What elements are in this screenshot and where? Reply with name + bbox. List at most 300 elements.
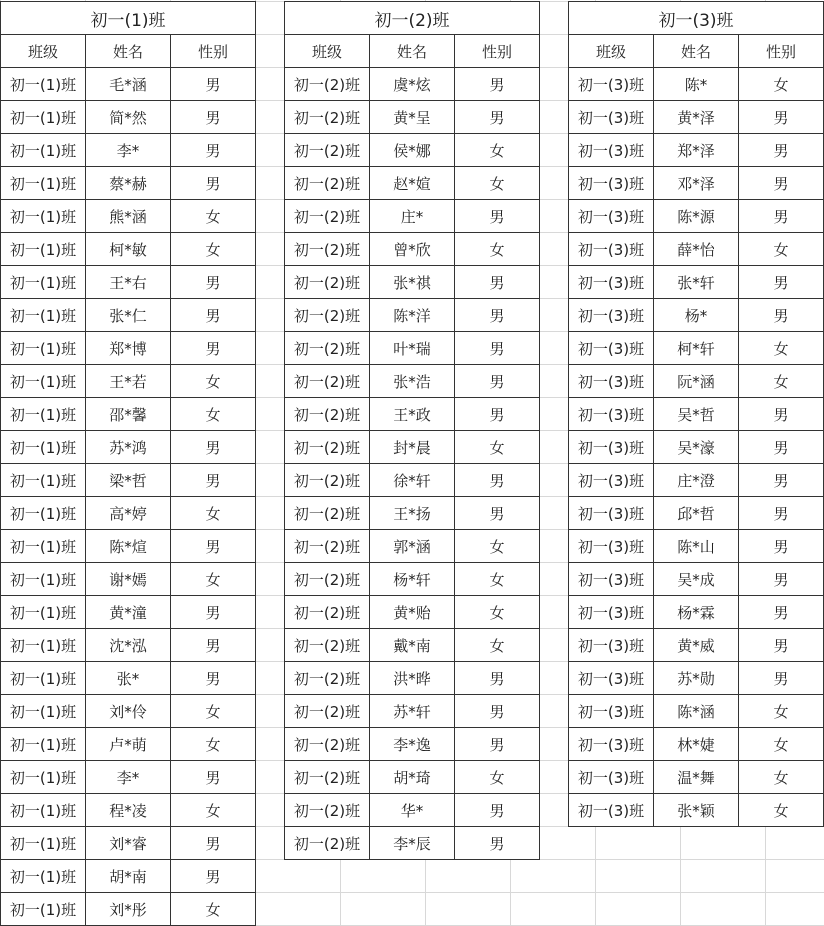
cell-gender[interactable]: 男 xyxy=(171,761,256,794)
cell-gender[interactable]: 男 xyxy=(455,266,540,299)
cell-name[interactable]: 张*轩 xyxy=(654,266,739,299)
table-row xyxy=(1,860,256,893)
cell-name[interactable]: 黄*威 xyxy=(654,629,739,662)
cell-gender[interactable]: 女 xyxy=(455,761,540,794)
table-row xyxy=(285,299,540,332)
table-row xyxy=(1,629,256,662)
cell-name[interactable]: 胡*琦 xyxy=(370,761,455,794)
cell-gender[interactable]: 男 xyxy=(455,200,540,233)
cell-class[interactable]: 初一(2)班 xyxy=(285,134,370,167)
cell-class[interactable]: 初一(3)班 xyxy=(569,101,654,134)
table-row xyxy=(569,134,824,167)
cell-name[interactable]: 谢*嫣 xyxy=(86,563,171,596)
header-gender[interactable]: 性别 xyxy=(739,35,824,68)
cell-name[interactable]: 王*扬 xyxy=(370,497,455,530)
cell-class[interactable]: 初一(3)班 xyxy=(569,167,654,200)
table-title[interactable]: 初一(3)班 xyxy=(569,2,824,35)
class-2-body xyxy=(285,2,540,860)
table-title[interactable]: 初一(2)班 xyxy=(285,2,540,35)
table-row xyxy=(1,530,256,563)
cell-class[interactable]: 初一(2)班 xyxy=(285,794,370,827)
cell-name[interactable]: 简*然 xyxy=(86,101,171,134)
cell-gender[interactable]: 男 xyxy=(739,299,824,332)
cell-class[interactable]: 初一(1)班 xyxy=(1,431,86,464)
cell-name[interactable]: 杨* xyxy=(654,299,739,332)
cell-class[interactable]: 初一(3)班 xyxy=(569,596,654,629)
cell-gender[interactable]: 女 xyxy=(171,893,256,926)
table-header-row xyxy=(285,35,540,68)
table-row xyxy=(569,662,824,695)
cell-class[interactable]: 初一(2)班 xyxy=(285,299,370,332)
class-3-table xyxy=(568,1,824,827)
table-row xyxy=(285,530,540,563)
cell-gender[interactable]: 男 xyxy=(739,431,824,464)
cell-class[interactable]: 初一(1)班 xyxy=(1,101,86,134)
cell-gender[interactable]: 男 xyxy=(455,827,540,860)
cell-name[interactable]: 黄*泽 xyxy=(654,101,739,134)
cell-gender[interactable]: 男 xyxy=(171,299,256,332)
cell-class[interactable]: 初一(2)班 xyxy=(285,728,370,761)
cell-class[interactable]: 初一(1)班 xyxy=(1,134,86,167)
table-row xyxy=(1,728,256,761)
header-name[interactable]: 姓名 xyxy=(654,35,739,68)
cell-name[interactable]: 陈*涵 xyxy=(654,695,739,728)
cell-class[interactable]: 初一(2)班 xyxy=(285,332,370,365)
cell-gender[interactable]: 男 xyxy=(455,332,540,365)
header-name[interactable]: 姓名 xyxy=(86,35,171,68)
cell-gender[interactable]: 男 xyxy=(455,464,540,497)
table-row xyxy=(285,728,540,761)
table-row xyxy=(569,266,824,299)
cell-name[interactable]: 郑*博 xyxy=(86,332,171,365)
cell-name[interactable]: 高*婷 xyxy=(86,497,171,530)
header-gender[interactable]: 性别 xyxy=(171,35,256,68)
header-gender[interactable]: 性别 xyxy=(455,35,540,68)
cell-gender[interactable]: 男 xyxy=(739,464,824,497)
cell-class[interactable]: 初一(2)班 xyxy=(285,464,370,497)
table-header-row xyxy=(1,35,256,68)
cell-name[interactable]: 张*仁 xyxy=(86,299,171,332)
cell-class[interactable]: 初一(3)班 xyxy=(569,761,654,794)
table-row xyxy=(569,101,824,134)
cell-class[interactable]: 初一(2)班 xyxy=(285,695,370,728)
cell-gender[interactable]: 女 xyxy=(455,134,540,167)
cell-class[interactable]: 初一(3)班 xyxy=(569,332,654,365)
table-row xyxy=(1,332,256,365)
cell-name[interactable]: 杨*霖 xyxy=(654,596,739,629)
cell-name[interactable]: 张*浩 xyxy=(370,365,455,398)
table-row xyxy=(1,794,256,827)
cell-gender[interactable]: 女 xyxy=(455,563,540,596)
cell-name[interactable]: 苏*鸿 xyxy=(86,431,171,464)
header-class[interactable]: 班级 xyxy=(285,35,370,68)
table-row xyxy=(1,398,256,431)
cell-class[interactable]: 初一(2)班 xyxy=(285,200,370,233)
table-row xyxy=(1,563,256,596)
cell-name[interactable]: 苏*勋 xyxy=(654,662,739,695)
cell-gender[interactable]: 男 xyxy=(455,794,540,827)
cell-class[interactable]: 初一(1)班 xyxy=(1,695,86,728)
cell-class[interactable]: 初一(1)班 xyxy=(1,497,86,530)
cell-gender[interactable]: 女 xyxy=(171,365,256,398)
cell-gender[interactable]: 男 xyxy=(739,530,824,563)
cell-gender[interactable]: 男 xyxy=(739,563,824,596)
table-title-row xyxy=(569,2,824,35)
cell-name[interactable]: 邱*哲 xyxy=(654,497,739,530)
cell-name[interactable]: 刘*睿 xyxy=(86,827,171,860)
table-row xyxy=(569,629,824,662)
cell-name[interactable]: 徐*轩 xyxy=(370,464,455,497)
table-row xyxy=(285,464,540,497)
table-row xyxy=(569,530,824,563)
table-row xyxy=(569,794,824,827)
cell-class[interactable]: 初一(3)班 xyxy=(569,233,654,266)
cell-name[interactable]: 陈*洋 xyxy=(370,299,455,332)
cell-name[interactable]: 林*婕 xyxy=(654,728,739,761)
cell-gender[interactable]: 女 xyxy=(739,233,824,266)
cell-gender[interactable]: 男 xyxy=(455,728,540,761)
cell-name[interactable]: 庄*澄 xyxy=(654,464,739,497)
cell-name[interactable]: 张* xyxy=(86,662,171,695)
cell-name[interactable]: 李* xyxy=(86,134,171,167)
cell-class[interactable]: 初一(2)班 xyxy=(285,398,370,431)
cell-name[interactable]: 吴*哲 xyxy=(654,398,739,431)
table-header-row xyxy=(569,35,824,68)
cell-gender[interactable]: 男 xyxy=(171,332,256,365)
cell-class[interactable]: 初一(1)班 xyxy=(1,200,86,233)
cell-gender[interactable]: 男 xyxy=(739,101,824,134)
cell-class[interactable]: 初一(2)班 xyxy=(285,233,370,266)
table-row xyxy=(1,134,256,167)
cell-name[interactable]: 薛*怡 xyxy=(654,233,739,266)
cell-gender[interactable]: 男 xyxy=(455,695,540,728)
cell-gender[interactable]: 男 xyxy=(171,431,256,464)
cell-name[interactable]: 洪*晔 xyxy=(370,662,455,695)
table-row xyxy=(1,761,256,794)
cell-name[interactable]: 柯*轩 xyxy=(654,332,739,365)
table-row xyxy=(285,68,540,101)
cell-name[interactable]: 吴*成 xyxy=(654,563,739,596)
cell-name[interactable]: 邵*馨 xyxy=(86,398,171,431)
cell-name[interactable]: 李*辰 xyxy=(370,827,455,860)
cell-name[interactable]: 程*凌 xyxy=(86,794,171,827)
cell-gender[interactable]: 男 xyxy=(739,266,824,299)
cell-name[interactable]: 戴*南 xyxy=(370,629,455,662)
cell-name[interactable]: 封*晨 xyxy=(370,431,455,464)
table-row xyxy=(1,464,256,497)
cell-gender[interactable]: 女 xyxy=(171,200,256,233)
cell-class[interactable]: 初一(3)班 xyxy=(569,200,654,233)
cell-gender[interactable]: 男 xyxy=(739,398,824,431)
cell-name[interactable]: 庄* xyxy=(370,200,455,233)
cell-name[interactable]: 沈*泓 xyxy=(86,629,171,662)
table-row xyxy=(1,299,256,332)
table-row xyxy=(1,200,256,233)
table-row xyxy=(1,167,256,200)
cell-gender[interactable]: 女 xyxy=(171,794,256,827)
cell-name[interactable]: 蔡*赫 xyxy=(86,167,171,200)
cell-name[interactable]: 吴*濠 xyxy=(654,431,739,464)
cell-class[interactable]: 初一(2)班 xyxy=(285,167,370,200)
table-row xyxy=(569,497,824,530)
table-title-row xyxy=(1,2,256,35)
cell-gender[interactable]: 女 xyxy=(171,497,256,530)
table-row xyxy=(1,596,256,629)
cell-class[interactable]: 初一(3)班 xyxy=(569,695,654,728)
table-row xyxy=(285,497,540,530)
cell-gender[interactable]: 男 xyxy=(455,365,540,398)
cell-name[interactable]: 张*祺 xyxy=(370,266,455,299)
cell-class[interactable]: 初一(2)班 xyxy=(285,530,370,563)
cell-class[interactable]: 初一(1)班 xyxy=(1,629,86,662)
cell-name[interactable]: 苏*轩 xyxy=(370,695,455,728)
cell-gender[interactable]: 男 xyxy=(739,167,824,200)
cell-gender[interactable]: 女 xyxy=(739,695,824,728)
table-row xyxy=(569,233,824,266)
table-row xyxy=(569,365,824,398)
header-class[interactable]: 班级 xyxy=(569,35,654,68)
cell-class[interactable]: 初一(3)班 xyxy=(569,464,654,497)
cell-class[interactable]: 初一(1)班 xyxy=(1,299,86,332)
table-row xyxy=(569,167,824,200)
cell-class[interactable]: 初一(3)班 xyxy=(569,497,654,530)
table-row xyxy=(1,893,256,926)
cell-class[interactable]: 初一(2)班 xyxy=(285,266,370,299)
cell-class[interactable]: 初一(2)班 xyxy=(285,101,370,134)
cell-class[interactable]: 初一(2)班 xyxy=(285,365,370,398)
cell-gender[interactable]: 女 xyxy=(739,332,824,365)
cell-name[interactable]: 熊*涵 xyxy=(86,200,171,233)
table-row xyxy=(1,101,256,134)
cell-class[interactable]: 初一(3)班 xyxy=(569,266,654,299)
cell-gender[interactable]: 女 xyxy=(455,233,540,266)
cell-class[interactable]: 初一(3)班 xyxy=(569,134,654,167)
cell-name[interactable]: 黄*潼 xyxy=(86,596,171,629)
table-row xyxy=(1,827,256,860)
cell-gender[interactable]: 男 xyxy=(171,266,256,299)
cell-gender[interactable]: 女 xyxy=(739,761,824,794)
cell-name[interactable]: 王*右 xyxy=(86,266,171,299)
cell-gender[interactable]: 女 xyxy=(171,695,256,728)
table-row xyxy=(1,497,256,530)
cell-gender[interactable]: 男 xyxy=(739,629,824,662)
cell-gender[interactable]: 男 xyxy=(171,167,256,200)
cell-gender[interactable]: 女 xyxy=(739,728,824,761)
cell-name[interactable]: 阮*涵 xyxy=(654,365,739,398)
cell-gender[interactable]: 女 xyxy=(455,431,540,464)
cell-name[interactable]: 李*逸 xyxy=(370,728,455,761)
cell-class[interactable]: 初一(1)班 xyxy=(1,398,86,431)
table-row xyxy=(569,398,824,431)
table-row xyxy=(569,563,824,596)
cell-class[interactable]: 初一(3)班 xyxy=(569,794,654,827)
cell-class[interactable]: 初一(1)班 xyxy=(1,761,86,794)
table-row xyxy=(569,761,824,794)
cell-gender[interactable]: 男 xyxy=(455,68,540,101)
table-row xyxy=(285,596,540,629)
cell-class[interactable]: 初一(2)班 xyxy=(285,596,370,629)
cell-name[interactable]: 郑*泽 xyxy=(654,134,739,167)
cell-name[interactable]: 曾*欣 xyxy=(370,233,455,266)
cell-class[interactable]: 初一(1)班 xyxy=(1,596,86,629)
table-title-row xyxy=(285,2,540,35)
class-1-table xyxy=(0,1,256,926)
cell-name[interactable]: 华* xyxy=(370,794,455,827)
cell-gender[interactable]: 男 xyxy=(171,464,256,497)
table-row xyxy=(569,200,824,233)
cell-gender[interactable]: 男 xyxy=(171,68,256,101)
cell-gender[interactable]: 女 xyxy=(171,728,256,761)
cell-class[interactable]: 初一(1)班 xyxy=(1,68,86,101)
cell-gender[interactable]: 男 xyxy=(739,497,824,530)
table-title[interactable]: 初一(1)班 xyxy=(1,2,256,35)
cell-class[interactable]: 初一(1)班 xyxy=(1,827,86,860)
table-row xyxy=(285,332,540,365)
cell-class[interactable]: 初一(3)班 xyxy=(569,365,654,398)
table-row xyxy=(1,68,256,101)
cell-name[interactable]: 赵*媗 xyxy=(370,167,455,200)
cell-gender[interactable]: 男 xyxy=(739,134,824,167)
cell-class[interactable]: 初一(2)班 xyxy=(285,497,370,530)
cell-name[interactable]: 王*若 xyxy=(86,365,171,398)
cell-gender[interactable]: 女 xyxy=(455,596,540,629)
cell-class[interactable]: 初一(3)班 xyxy=(569,728,654,761)
cell-class[interactable]: 初一(1)班 xyxy=(1,794,86,827)
cell-class[interactable]: 初一(2)班 xyxy=(285,827,370,860)
cell-gender[interactable]: 男 xyxy=(455,497,540,530)
cell-name[interactable]: 梁*哲 xyxy=(86,464,171,497)
cell-gender[interactable]: 男 xyxy=(171,860,256,893)
cell-gender[interactable]: 男 xyxy=(171,530,256,563)
cell-name[interactable]: 王*政 xyxy=(370,398,455,431)
cell-class[interactable]: 初一(3)班 xyxy=(569,629,654,662)
table-row xyxy=(1,233,256,266)
header-class[interactable]: 班级 xyxy=(1,35,86,68)
cell-gender[interactable]: 男 xyxy=(455,398,540,431)
cell-name[interactable]: 黄*贻 xyxy=(370,596,455,629)
cell-name[interactable]: 毛*涵 xyxy=(86,68,171,101)
table-row xyxy=(285,266,540,299)
cell-class[interactable]: 初一(1)班 xyxy=(1,563,86,596)
cell-name[interactable]: 刘*伶 xyxy=(86,695,171,728)
cell-gender[interactable]: 男 xyxy=(455,299,540,332)
cell-gender[interactable]: 男 xyxy=(739,200,824,233)
cell-gender[interactable]: 女 xyxy=(739,68,824,101)
cell-gender[interactable]: 男 xyxy=(455,101,540,134)
header-name[interactable]: 姓名 xyxy=(370,35,455,68)
cell-name[interactable]: 卢*萌 xyxy=(86,728,171,761)
cell-class[interactable]: 初一(3)班 xyxy=(569,68,654,101)
table-row xyxy=(285,662,540,695)
cell-name[interactable]: 虞*炫 xyxy=(370,68,455,101)
table-row xyxy=(569,464,824,497)
table-row xyxy=(1,365,256,398)
table-row xyxy=(569,431,824,464)
cell-gender[interactable]: 女 xyxy=(455,629,540,662)
cell-class[interactable]: 初一(1)班 xyxy=(1,167,86,200)
cell-gender[interactable]: 男 xyxy=(739,662,824,695)
cell-name[interactable]: 陈*源 xyxy=(654,200,739,233)
class-2-table xyxy=(284,1,540,860)
cell-gender[interactable]: 女 xyxy=(455,167,540,200)
cell-class[interactable]: 初一(3)班 xyxy=(569,431,654,464)
cell-class[interactable]: 初一(3)班 xyxy=(569,299,654,332)
cell-name[interactable]: 陈* xyxy=(654,68,739,101)
cell-class[interactable]: 初一(2)班 xyxy=(285,68,370,101)
cell-name[interactable]: 黄*呈 xyxy=(370,101,455,134)
table-row xyxy=(285,167,540,200)
table-row xyxy=(569,332,824,365)
cell-class[interactable]: 初一(1)班 xyxy=(1,266,86,299)
cell-gender[interactable]: 女 xyxy=(171,233,256,266)
cell-class[interactable]: 初一(1)班 xyxy=(1,662,86,695)
cell-class[interactable]: 初一(1)班 xyxy=(1,233,86,266)
cell-name[interactable]: 刘*彤 xyxy=(86,893,171,926)
cell-class[interactable]: 初一(1)班 xyxy=(1,728,86,761)
cell-name[interactable]: 温*舞 xyxy=(654,761,739,794)
cell-class[interactable]: 初一(1)班 xyxy=(1,332,86,365)
cell-name[interactable]: 张*颖 xyxy=(654,794,739,827)
cell-gender[interactable]: 男 xyxy=(739,596,824,629)
cell-gender[interactable]: 男 xyxy=(171,629,256,662)
table-row xyxy=(1,695,256,728)
cell-gender[interactable]: 男 xyxy=(171,134,256,167)
cell-class[interactable]: 初一(1)班 xyxy=(1,365,86,398)
cell-gender[interactable]: 女 xyxy=(171,398,256,431)
cell-gender[interactable]: 女 xyxy=(739,365,824,398)
cell-name[interactable]: 胡*南 xyxy=(86,860,171,893)
cell-gender[interactable]: 男 xyxy=(171,101,256,134)
cell-gender[interactable]: 女 xyxy=(739,794,824,827)
table-row xyxy=(1,266,256,299)
cell-class[interactable]: 初一(2)班 xyxy=(285,761,370,794)
cell-class[interactable]: 初一(1)班 xyxy=(1,860,86,893)
cell-class[interactable]: 初一(3)班 xyxy=(569,530,654,563)
cell-name[interactable]: 侯*娜 xyxy=(370,134,455,167)
cell-name[interactable]: 李* xyxy=(86,761,171,794)
cell-gender[interactable]: 男 xyxy=(171,662,256,695)
cell-class[interactable]: 初一(3)班 xyxy=(569,398,654,431)
cell-gender[interactable]: 男 xyxy=(455,662,540,695)
cell-class[interactable]: 初一(2)班 xyxy=(285,563,370,596)
cell-gender[interactable]: 男 xyxy=(171,827,256,860)
cell-name[interactable]: 柯*敏 xyxy=(86,233,171,266)
table-row xyxy=(285,695,540,728)
cell-class[interactable]: 初一(3)班 xyxy=(569,662,654,695)
cell-class[interactable]: 初一(1)班 xyxy=(1,530,86,563)
cell-name[interactable]: 陈*煊 xyxy=(86,530,171,563)
table-row xyxy=(569,728,824,761)
cell-class[interactable]: 初一(2)班 xyxy=(285,629,370,662)
cell-name[interactable]: 陈*山 xyxy=(654,530,739,563)
cell-name[interactable]: 郭*涵 xyxy=(370,530,455,563)
cell-class[interactable]: 初一(2)班 xyxy=(285,662,370,695)
cell-name[interactable]: 叶*瑞 xyxy=(370,332,455,365)
cell-class[interactable]: 初一(3)班 xyxy=(569,563,654,596)
cell-class[interactable]: 初一(1)班 xyxy=(1,464,86,497)
cell-gender[interactable]: 男 xyxy=(171,596,256,629)
cell-class[interactable]: 初一(2)班 xyxy=(285,431,370,464)
cell-name[interactable]: 杨*轩 xyxy=(370,563,455,596)
cell-name[interactable]: 邓*泽 xyxy=(654,167,739,200)
table-row xyxy=(1,662,256,695)
cell-gender[interactable]: 女 xyxy=(455,530,540,563)
cell-class[interactable]: 初一(1)班 xyxy=(1,893,86,926)
table-row xyxy=(569,299,824,332)
table-row xyxy=(285,398,540,431)
table-row xyxy=(569,596,824,629)
cell-gender[interactable]: 女 xyxy=(171,563,256,596)
